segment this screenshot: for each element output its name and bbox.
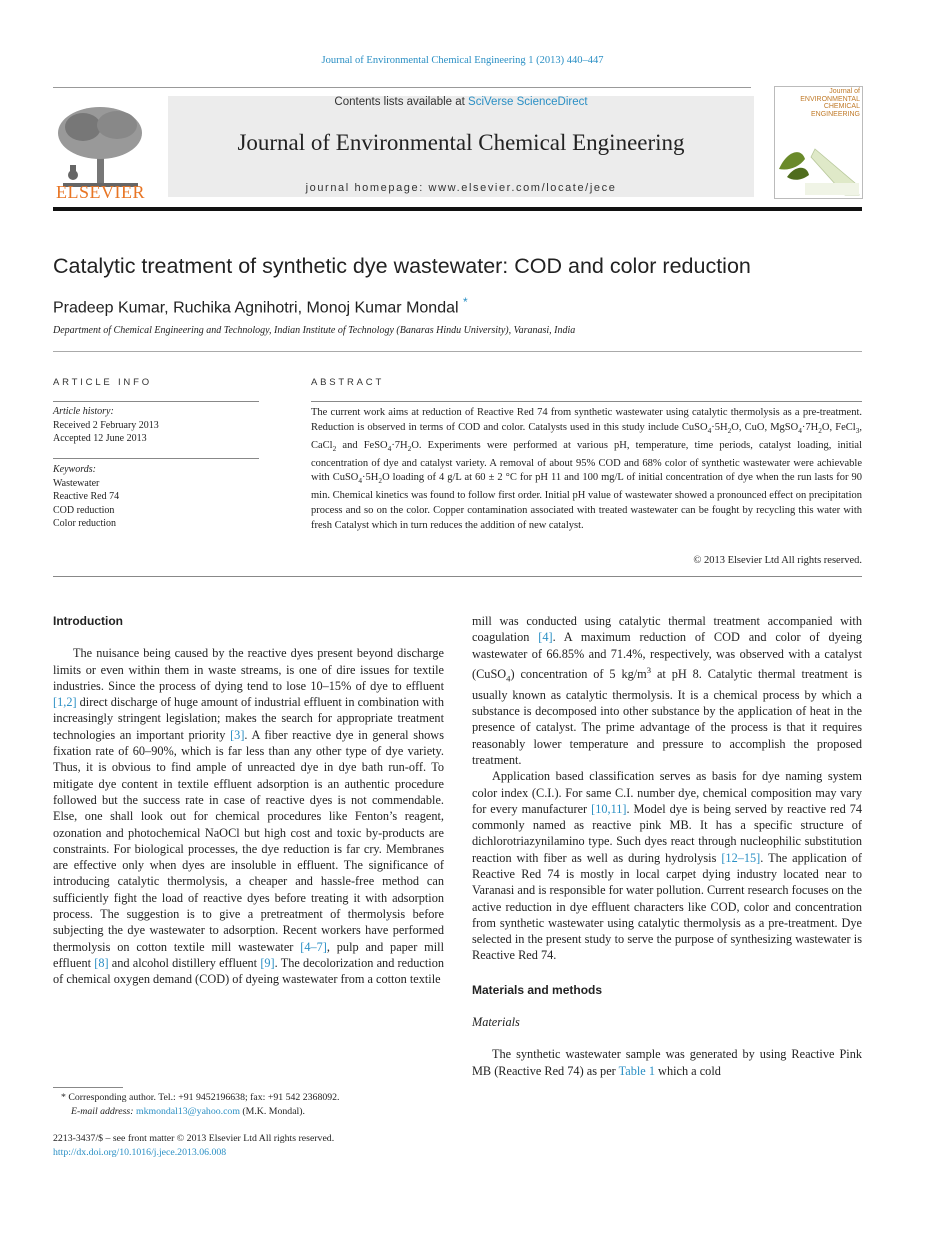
footnote-rule — [53, 1087, 123, 1088]
section-rule — [53, 351, 862, 352]
header-rule — [53, 87, 751, 88]
journal-homepage[interactable]: journal homepage: www.elsevier.com/locate/jece — [305, 182, 617, 194]
ref-link[interactable]: [9] — [260, 955, 275, 970]
keywords-label: Keywords: — [53, 464, 96, 475]
header-thick-rule — [53, 207, 862, 211]
doi-link[interactable]: http://dx.doi.org/10.1016/j.jece.2013.06.008 — [53, 1147, 227, 1158]
footnote-block — [53, 1091, 444, 1119]
cover-title — [790, 88, 860, 118]
corresponding-author-mark[interactable]: * — [463, 295, 468, 309]
history-label: Article history: — [53, 406, 114, 417]
body-right-column — [472, 613, 862, 1079]
keyword-item: COD reduction — [53, 504, 115, 516]
body-left-column — [53, 613, 444, 988]
ref-link[interactable]: [4–7] — [300, 939, 327, 954]
intro-paragraph: The nuisance being caused by the reactive dyes present beyond discharge limits or even within them in waste streams, is one of dire issues for textile industries. Since the process of dying tend to lose 10–15% of dye to effluent [1,2] direct discharge of huge amount of industrial effluent in combination with increasingly stringent legislation; makes the search for appropriate treatment technologies an important priority [3]. A fiber reactive dye in general shows fixation rate of 60–90%, which is far less than any other type of dye variety. Thus, it is obvious to find ample of unreacted dye in dye bath run-off. To mitigate dye content in textile effluent adsorption is an authentic procedure followed but the success rate in case of reactive dyes is not commendable. Else, one shall look out for chemical procedures like Fenton’s reagent, ozonation and photochemical NaOCl but high cost and toxic by-products are constraints. For biological processes, the dye reduction is far cry. Membranes are effective only when dyes are insoluble in effluent. The significance of introducing catalytic thermolysis, a cheaper and hassle-free method can sufficiently fight the load of reactive dyes before treating it with adsorption process. The suggestion is to give a pretreatment of thermolysis before subjecting the dye wastewater to adsorption. Recent workers have performed thermolysis on cotton textile mill wastewater [4–7], pulp and paper mill effluent [8] and alcohol distillery effluent [9]. The decolorization and reduction of chemical oxygen demand (COD) of dyeing wastewater from a cotton textile — [53, 646, 444, 987]
ref-link[interactable]: [10,11] — [591, 801, 627, 816]
keywords-block — [53, 463, 259, 531]
article-info-heading: ARTICLE INFO — [53, 377, 152, 388]
article-history — [53, 405, 259, 446]
table-link[interactable]: Table 1 — [618, 1063, 655, 1078]
contents-prefix: Contents lists available at — [334, 96, 469, 108]
ref-link[interactable]: [8] — [94, 955, 109, 970]
email-link[interactable]: mkmondal13@yahoo.com — [135, 1106, 240, 1117]
authors-text: Pradeep Kumar, Ruchika Agnihotri, Monoj Kumar Mondal — [53, 299, 459, 317]
ref-link[interactable]: [4] — [538, 630, 553, 645]
article-title: Catalytic treatment of synthetic dye wastewater: COD and color reduction — [53, 254, 751, 278]
email-label: E-mail address: — [71, 1106, 136, 1117]
keyword-item: Color reduction — [53, 518, 117, 529]
introduction-heading: Introduction — [53, 614, 123, 628]
materials-paragraph: The synthetic wastewater sample was generated by using Reactive Pink MB (Reactive Red 74) as per Table 1 which a cold — [472, 1047, 862, 1078]
intro-paragraph-cont: mill was conducted using catalytic thermal treatment accompanied with coagulation [4]. A maximum reduction of COD and color of dyeing wastewater of 66.85% and 71.4%, respectively, was observed with a catalyst (CuSO$_4$) concentration of 5 $kg/m^3$ at pH 8. Catalytic thermal treatment is usually known as catalytic thermolysis. It is a chemical process by which a substance is decomposed into other substance by the application of heat in the presence of catalyst. The prime advantage of the process is that it requires reasonably lower temperature and pressure to accomplish the proposed treatment. — [472, 614, 862, 767]
affiliation: Department of Chemical Engineering and Technology, Indian Institute of Technology (Banaras Hindu University), Varanasi, India — [53, 325, 576, 336]
keyword-item: Wastewater — [53, 477, 100, 489]
abstract-text: The current work aims at reduction of Reactive Red 74 from synthetic wastewater using catalytic thermolysis as a pre-treatment. Reduction is observed in terms of COD and color. Catalysts used in this study include $CuSO_4\cdot 5H_2O$, CuO, $MgSO_4\cdot 7H_2O$, FeCl$_3$, CaCl$_2$ and $FeSO_4\cdot 7H_2O$. Experiments were performed at various pH, temperature, time periods, catalyst loading, initial concentration of dye and catalyst variety. A removal of about 95% COD and 68% color of synthetic wastewater were achievable with $CuSO_4\cdot 5H_2O$ loading of 4 g/L at 60 ± 2 °C for pH 11 and 100 mg/L of initial concentration of dye when the run lasts for 90 min. Chemical kinetics was found to follow first order. Initial pH value of wastewater showed a pronounced effect on precipitation process and so on the color. Copper contamination associated with treated wastewater can be fought by recycling this water with fresh Catalyst which in turn reduces the addition of new catalyst. — [311, 407, 862, 531]
author-list — [53, 295, 468, 317]
journal-title: Journal of Environmental Chemical Engineering — [237, 130, 685, 155]
issn-block — [53, 1132, 553, 1160]
contents-line — [168, 96, 754, 108]
keywords-rule — [53, 458, 259, 459]
received-date: Received 2 February 2013 — [53, 419, 159, 431]
intro-paragraph: Application based classification serves as basis for dye naming system color index (C.I.). For same C.I. number dye, chemical composition may vary for every manufacturer [10,11]. Model dye is being served by reactive red 74 commonly named as reactive pink MB. It has a specific structure of dichlorotriazynilamino type. Such dyes react through nucleophilic substitution reaction with fiber as well as during hydrolysis [12–15]. The application of Reactive Red 74 is mostly in local carpet dying industry located near to Varanasi and is responsible for water pollution. Current research focuses on the active reduction in dye effluent characters like COD, color and concentration from synthetic wastewater using catalytic thermolysis as a pre-treatment. Dye selected in the present study to serve the purpose of synthesizing wastewater is Reactive Red 74. — [472, 769, 862, 963]
copyright-notice: © 2013 Elsevier Ltd All rights reserved. — [693, 555, 862, 566]
email-suffix: (M.K. Mondal). — [239, 1106, 305, 1117]
cover-line-4: ENGINEERING — [810, 110, 860, 118]
materials-subheading: Materials — [472, 1015, 520, 1030]
ref-link[interactable]: [1,2] — [53, 695, 77, 710]
ref-link[interactable]: [3] — [230, 727, 245, 742]
accepted-date: Accepted 12 June 2013 — [53, 433, 147, 444]
cover-line-3: CHEMICAL — [823, 103, 860, 110]
cover-line-1: Journal of — [829, 88, 860, 95]
article-info-rule — [53, 401, 259, 402]
cover-line-2: ENVIRONMENTAL — [800, 95, 860, 103]
abstract-bottom-rule — [53, 576, 862, 577]
materials-methods-heading: Materials and methods — [472, 982, 603, 997]
corresponding-author-note: * Corresponding author. Tel.: +91 9452196638; fax: +91 542 2368092. — [61, 1092, 340, 1103]
issn-line: 2213-3437/$ – see front matter © 2013 Elsevier Ltd All rights reserved. — [53, 1133, 335, 1144]
email-line — [53, 1105, 444, 1119]
keyword-item: Reactive Red 74 — [53, 491, 120, 502]
abstract-rule — [311, 401, 862, 402]
sciencedirect-link[interactable]: SciVerse ScienceDirect — [468, 96, 588, 108]
abstract-heading: ABSTRACT — [311, 377, 385, 388]
ref-link[interactable]: [12–15] — [721, 850, 761, 865]
journal-citation[interactable]: Journal of Environmental Chemical Engineering 1 (2013) 440–447 — [321, 55, 604, 66]
elsevier-wordmark: ELSEVIER — [56, 182, 145, 202]
